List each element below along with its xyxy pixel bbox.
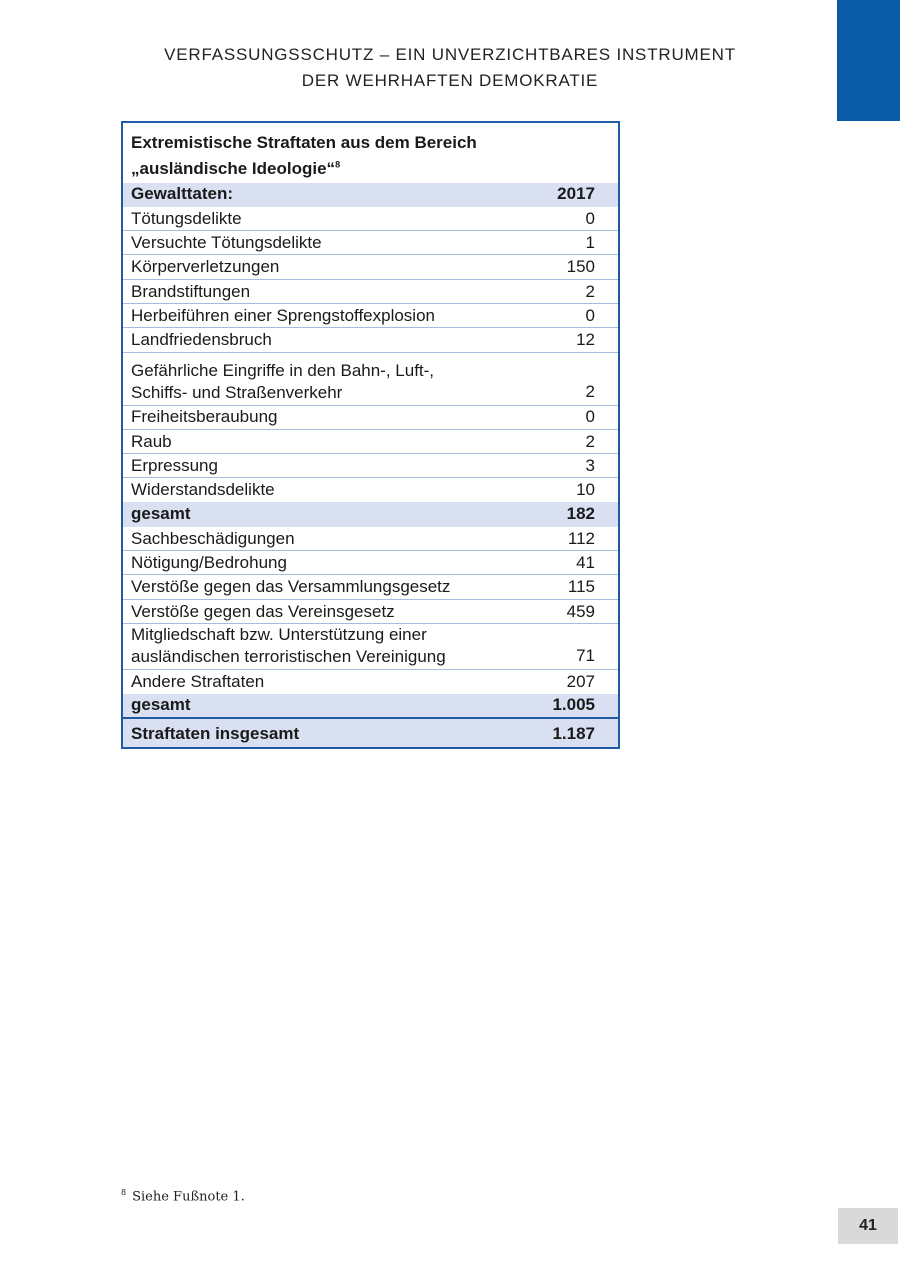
section-header-row bbox=[123, 183, 618, 207]
year-header: 2017 bbox=[557, 184, 595, 203]
table-row: Versuchte Tötungsdelikte 1 bbox=[123, 231, 618, 255]
table-row: Erpressung 3 bbox=[123, 454, 618, 478]
footnote-number: 8 bbox=[121, 1188, 127, 1197]
table-row: Brandstiftungen 2 bbox=[123, 280, 618, 304]
footnote-text: Siehe Fußnote 1. bbox=[132, 1189, 245, 1205]
table-row: Widerstandsdelikte 10 bbox=[131, 480, 595, 499]
table-row: Gefährliche Eingriffe in den Bahn-, Luft-, Schiffs- und Straßenverkehr 2 bbox=[123, 353, 618, 406]
table-row: Mitgliedschaft bzw. Unterstützung einer ausländischen terroristischen Vereinigung 71 bbox=[123, 624, 618, 670]
table-row: Landfriedensbruch 12 bbox=[123, 328, 618, 353]
subtotal-row: gesamt 1.005 bbox=[123, 694, 618, 717]
table-row: Freiheitsberaubung 0 bbox=[123, 406, 618, 430]
table-row: Nötigung/Bedrohung 41 bbox=[123, 551, 618, 575]
table-row: Verstöße gegen das Versammlungsgesetz 115 bbox=[123, 575, 618, 600]
table-row: Körperverletzungen 150 bbox=[123, 255, 618, 280]
table-row: Herbeiführen einer Sprengstoffexplosion 0 bbox=[123, 304, 618, 328]
table-row: Andere Straftaten 207 bbox=[131, 672, 595, 691]
grand-total-row: Straftaten insgesamt 1.187 bbox=[123, 719, 618, 747]
table-title-line-2: „ausländische Ideologie“$^8$ bbox=[131, 159, 341, 178]
footnote-marker: 8 bbox=[335, 159, 341, 170]
table-row: Raub 2 bbox=[123, 430, 618, 454]
running-header bbox=[0, 42, 900, 94]
section-label: Gewalttaten: bbox=[131, 184, 234, 203]
statistics-table bbox=[121, 121, 620, 749]
header-line-1: VERFASSUNGSSCHUTZ – EIN UNVERZICHTBARES INSTRUMENT bbox=[164, 45, 736, 64]
table-row: Sachbeschädigungen 112 bbox=[123, 527, 618, 551]
table-title bbox=[123, 123, 618, 183]
table-row: Tötungsdelikte 0 bbox=[123, 207, 618, 231]
table-row: Verstöße gegen das Vereinsgesetz 459 bbox=[123, 600, 618, 624]
page-number: 41 bbox=[838, 1208, 898, 1244]
table-title-line-1: Extremistische Straftaten aus dem Bereich bbox=[131, 133, 477, 152]
footnote bbox=[121, 1188, 245, 1204]
header-line-2: DER WEHRHAFTEN DEMOKRATIE bbox=[301, 71, 599, 90]
subtotal-row: gesamt 182 bbox=[123, 502, 618, 527]
